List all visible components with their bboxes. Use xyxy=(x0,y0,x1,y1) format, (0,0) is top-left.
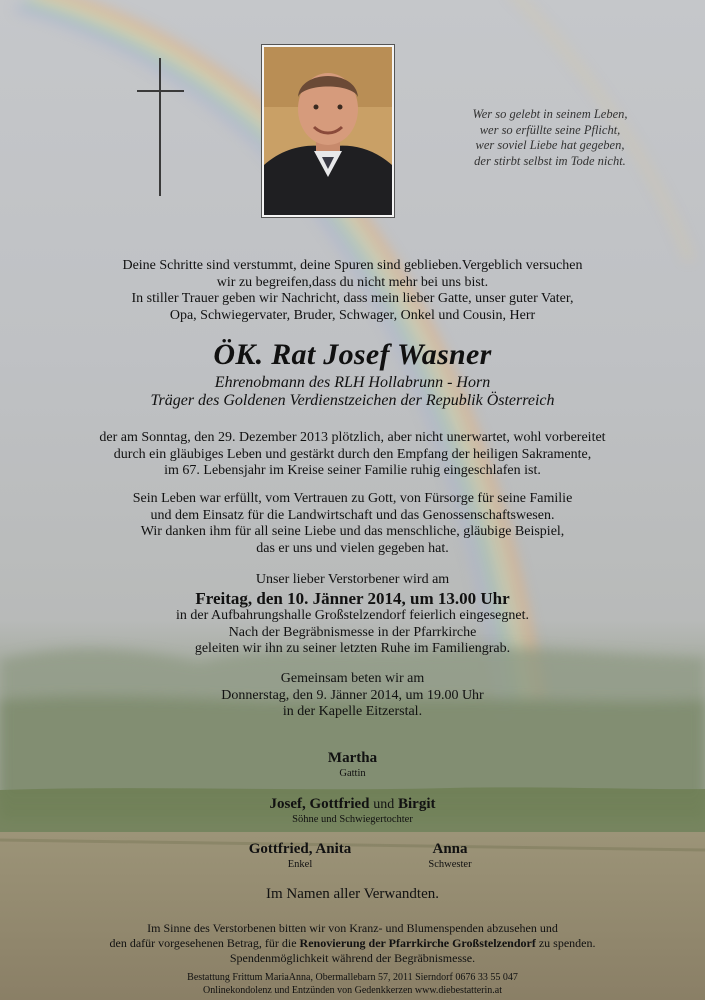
family-sister xyxy=(400,841,500,871)
footer-line: Bestattung Frittum MariaAnna, Obermallebarn 57, 2011 Sierndorf 0676 33 55 047 xyxy=(187,972,518,983)
prayer-line: in der Kapelle Eitzerstal. xyxy=(282,704,423,719)
funeral-date: Freitag, den 10. Jänner 2014, um 13.00 Uhr xyxy=(195,589,510,608)
donation-line: Spendenmöglichkeit während der Begräbnismesse. xyxy=(229,951,476,965)
spouse-relation: Gattin xyxy=(339,768,366,779)
life-line: und dem Einsatz für die Landwirtschaft und das Genossenschaftswesen. xyxy=(150,507,555,523)
intro-line: In stiller Trauer geben wir Nachricht, dass mein lieber Gatte, unser guter Vater, xyxy=(131,291,574,306)
donation-line-2-pre: den dafür vorgesehenen Betrag, für die xyxy=(109,936,300,950)
life-line: Sein Leben war erfüllt, vom Vertrauen zu Gott, von Fürsorge für seine Familie xyxy=(132,491,573,506)
funeral-details xyxy=(20,608,685,658)
sister-relation: Schwester xyxy=(428,859,472,870)
footer-line: Onlinekondolenz und Entzünden von Gedenkkerzen www.diebestatterin.at xyxy=(203,984,502,996)
donation-text xyxy=(20,921,685,966)
intro-text xyxy=(20,258,685,324)
quote-line: der stirbt selbst im Tode nicht. xyxy=(474,153,626,168)
deceased-title: Ehrenobmann des RLH Hollabrunn - Horn xyxy=(214,374,491,391)
deceased-titles xyxy=(20,374,685,410)
funeral-home-footer xyxy=(20,972,685,997)
children-names xyxy=(20,796,685,813)
cross-icon-bar xyxy=(137,90,184,92)
quote-line: wer so erfüllte seine Pflicht, xyxy=(479,122,621,137)
memorial-quote xyxy=(430,107,670,169)
intro-line: Opa, Schwiegervater, Bruder, Schwager, Onkel und Cousin, Herr xyxy=(169,307,536,323)
notice-line: im 67. Lebensjahr im Kreise seiner Familie ruhig eingeschlafen ist. xyxy=(164,463,541,478)
prayer-text xyxy=(20,671,685,721)
portrait-photo xyxy=(262,45,394,217)
intro-line: Deine Schritte sind verstummt, deine Spuren sind geblieben.Vergeblich versuchen xyxy=(122,258,583,273)
children-relation: Söhne und Schwiegertochter xyxy=(292,814,413,825)
children-name-1: Josef, Gottfried xyxy=(269,796,370,812)
life-text xyxy=(20,491,685,557)
notice-line: der am Sonntag, den 29. Dezember 2013 plötzlich, aber nicht unerwartet, wohl vorbereitet xyxy=(99,430,606,445)
funeral-line: Nach der Begräbnismesse in der Pfarrkirche xyxy=(228,624,477,640)
family-grandchildren xyxy=(220,841,380,871)
deceased-name: ÖK. Rat Josef Wasner xyxy=(213,338,492,371)
quote-line: Wer so gelebt in seinem Leben, xyxy=(472,107,628,121)
spouse-name: Martha xyxy=(327,750,378,766)
sister-name: Anna xyxy=(432,841,468,857)
relatives-line: Im Namen aller Verwandten. xyxy=(266,886,439,902)
grandchildren-name: Gottfried, Anita xyxy=(248,841,352,857)
funeral-line: in der Aufbahrungshalle Großstelzendorf feierlich eingesegnet. xyxy=(176,608,529,623)
funeral-lead: Unser lieber Verstorbener wird am xyxy=(255,572,450,587)
life-line: das er uns und vielen gegeben hat. xyxy=(256,540,449,556)
prayer-line: Gemeinsam beten wir am xyxy=(280,671,425,686)
death-notice xyxy=(20,430,685,480)
donation-line-2-post: zu spenden. xyxy=(535,936,596,950)
quote-line: wer soviel Liebe hat gegeben, xyxy=(475,138,625,152)
grandchildren-relation: Enkel xyxy=(287,859,313,870)
children-joiner: und xyxy=(373,797,395,812)
life-line: Wir danken ihm für all seine Liebe und das menschliche, gläubige Beispiel, xyxy=(140,524,565,539)
intro-line: wir zu begreifen,dass du nicht mehr bei uns bist. xyxy=(216,274,489,290)
children-name-2: Birgit xyxy=(397,796,436,812)
donation-line-2 xyxy=(20,936,685,951)
funeral-line: geleiten wir ihn zu seiner letzten Ruhe im Familiengrab. xyxy=(194,641,511,656)
cross-icon xyxy=(159,58,161,196)
prayer-line: Donnerstag, den 9. Jänner 2014, um 19.00 Uhr xyxy=(221,687,484,703)
donation-line: Im Sinne des Verstorbenen bitten wir von Kranz- und Blumenspenden abzusehen und xyxy=(147,921,558,935)
notice-line: durch ein gläubiges Leben und gestärkt durch den Empfang der heiligen Sakramente, xyxy=(113,446,592,462)
deceased-title: Träger des Goldenen Verdienstzeichen der Republik Österreich xyxy=(150,392,555,409)
donation-project: Renovierung der Pfarrkirche Großstelzendorf xyxy=(299,936,536,950)
family-spouse xyxy=(20,750,685,780)
family-children xyxy=(20,796,685,826)
